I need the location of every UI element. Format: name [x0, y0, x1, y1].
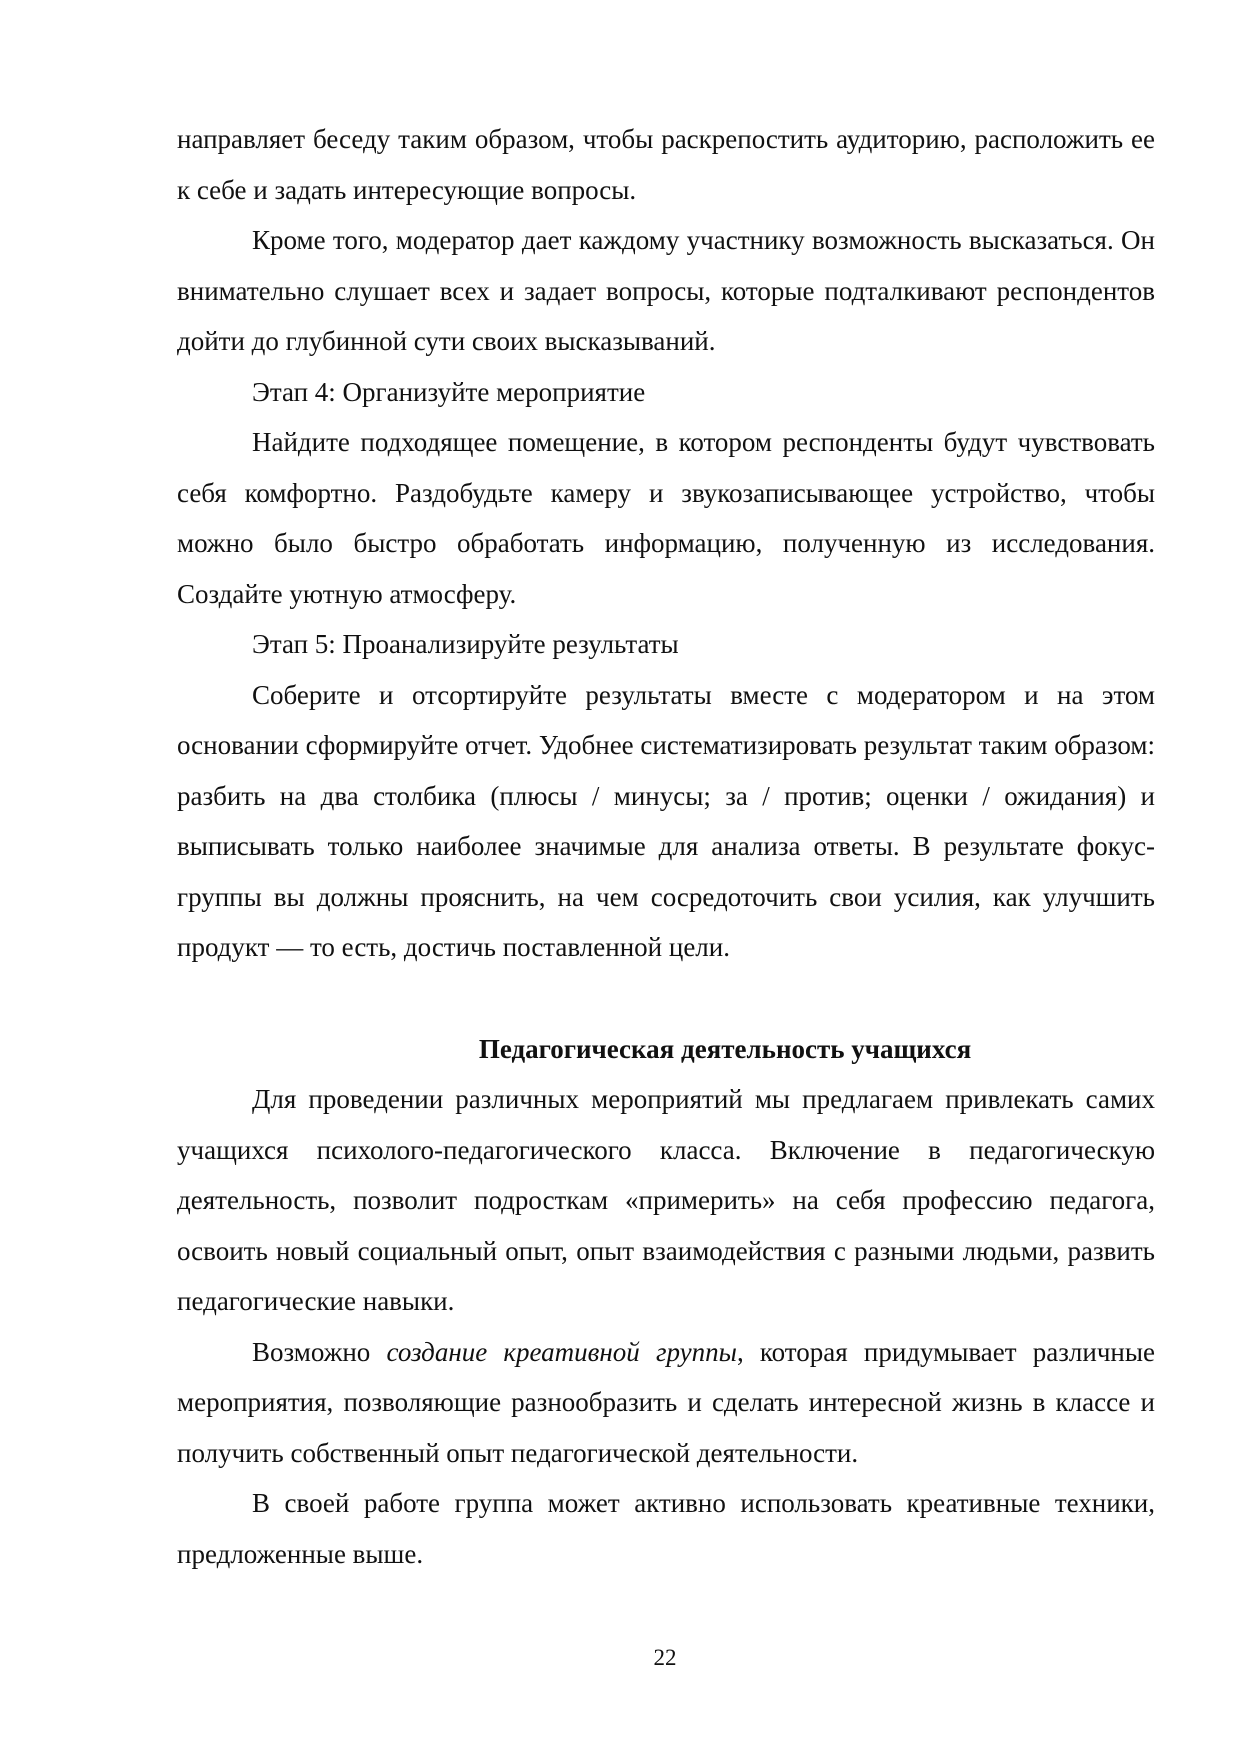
paragraph-continuation: направляет беседу таким образом, чтобы раскрепостить аудиторию, расположить ее к себе и задать интересующие вопросы. [177, 124, 1155, 205]
creative-group-emphasis: создание креативной группы [386, 1336, 737, 1367]
stage-5-heading: Этап 5: Проанализируйте результаты [252, 629, 679, 659]
paragraph-students-involvement: Для проведении различных мероприятий мы предлагаем привлекать самих учащихся психолого-педагогического класса. Включение в педагогическую деятельность, позволит подросткам «примерить» на себя профессию педагога, освоить новый социальный опыт, опыт взаимодействия с разными людьми, развить педагогические навыки. [177, 1084, 1155, 1316]
stage-4-heading: Этап 4: Организуйте мероприятие [252, 376, 646, 407]
creative-group-suffix: , которая придумывает различные мероприятия, позволяющие разнообразить и сделать интересной жизнь в классе и получить собственный опыт педагогической деятельности. [177, 1336, 1155, 1468]
paragraph-creative-techniques: В своей работе группа может активно использовать креативные техники, предложенные выше. [177, 1488, 1155, 1569]
paragraph-results: Соберите и отсортируйте результаты вместе с модератором и на этом основании сформируйте отчет. Удобнее систематизировать результат таким образом: разбить на два столбика (плюсы / минусы; за / против; оценки / ожидания) и выписывать только наиболее значимые для анализа ответы. В результате фокус-группы вы должны прояснить, на чем сосредоточить свои усилия, как улучшить продукт — то есть, достичь поставленной цели. [177, 679, 1155, 962]
paragraph-moderator: Кроме того, модератор дает каждому участнику возможность высказаться. Он внимательно слушает всех и задает вопросы, которые подталкивают респондентов дойти до глубинной сути своих высказываний. [177, 225, 1155, 356]
creative-group-prefix: Возможно [252, 1336, 387, 1367]
paragraph-creative-group [177, 1327, 1155, 1479]
document-body [177, 114, 1155, 1579]
section-heading: Педагогическая деятельность учащихся [478, 1033, 972, 1064]
paragraph-venue: Найдите подходящее помещение, в котором респонденты будут чувствовать себя комфортно. Раздобудьте камеру и звукозаписывающее устройство, чтобы можно было быстро обработать информацию, полученную из исследования. Создайте уютную атмосферу. [177, 427, 1155, 609]
page-number: 22 [653, 1645, 677, 1670]
